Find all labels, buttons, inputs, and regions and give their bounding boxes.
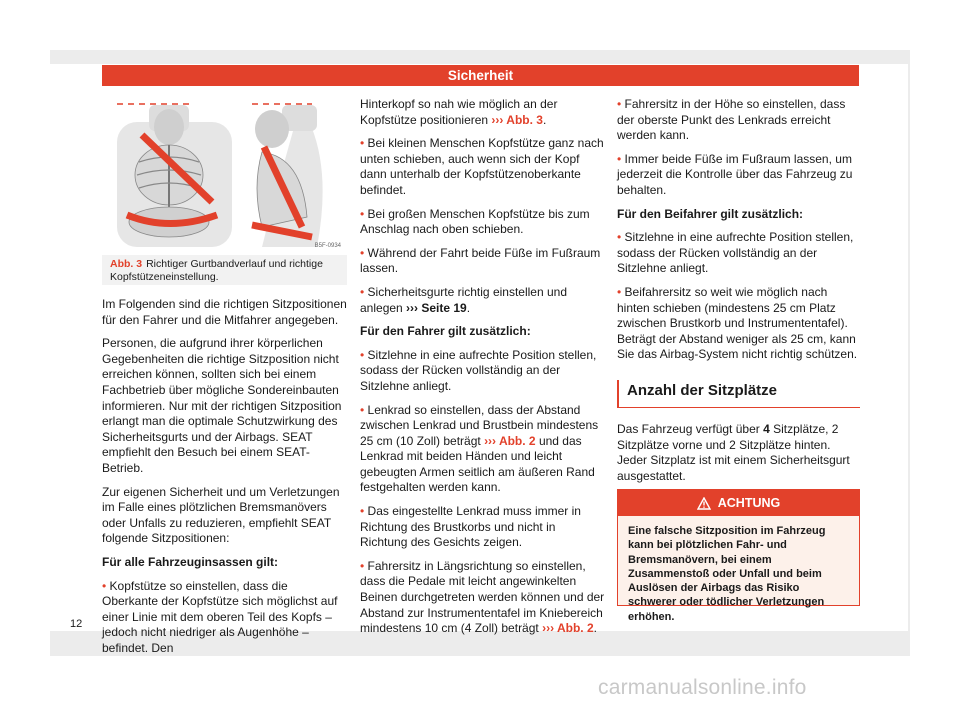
section-title: Anzahl der Sitzplätze [617, 380, 860, 408]
list-item: • Sicherheitsgurte richtig einstellen und anlegen ››› Seite 19. [360, 284, 567, 315]
list-item: • Während der Fahrt beide Füße im Fußraum lassen. [360, 245, 601, 276]
subheading: Für den Beifahrer gilt zusätzlich: [617, 206, 804, 221]
figure-code: B5F-0934 [314, 243, 341, 249]
figure-caption [110, 258, 342, 283]
list-item: • Beifahrersitz so weit wie möglich nach hinten schieben (mindestens 25 cm Platz zwischen Brustkorb und Instrumententafel). Beträgt der Abstand weniger als 25 cm, kann Sie das Airbag-System nicht richtig schützen. [617, 284, 858, 362]
page-link[interactable]: ››› Seite 19 [406, 300, 467, 315]
paragraph: Hinterkopf so nah wie möglich an der Kopfstütze positionieren ››› Abb. 3. [360, 97, 558, 127]
list-item: • Immer beide Füße im Fußraum lassen, um jederzeit die Kontrolle über das Fahrzeug zu behalten. [617, 151, 853, 197]
paragraph: Zur eigenen Sicherheit und um Verletzungen im Falle eines plötzlichen Bremsmanövers oder Unfalls zu reduzieren, empfiehlt SEAT folgende Sitzpositionen: [102, 484, 340, 546]
list-item: • Sitzlehne in eine aufrechte Position stellen, sodass der Rücken vollständig an der Sitzlehne anliegt. [360, 347, 597, 393]
warning-title: ACHTUNG [717, 496, 781, 510]
paragraph: Im Folgenden sind die richtigen Sitzpositionen für den Fahrer und die Mitfahrer angegeben. [102, 297, 347, 327]
warning-header [618, 490, 859, 516]
subheading: Für den Fahrer gilt zusätzlich: [360, 324, 531, 339]
seats-paragraph: Das Fahrzeug verfügt über 4 Sitzplätze, 2 Sitzplätze vorne und 2 Sitzplätze hinten. Jeder Sitzplatz ist mit einem Sicherheitsgurt ausgestattet. [617, 422, 850, 483]
paragraph: Personen, die aufgrund ihrer körperlichen Gegebenheiten die richtige Sitzposition nicht erreichen können, sollten sich bei einem Fachbetrieb über mögliche Sondereinbauten informieren. Nur mit der richtigen Sitzposition erlangt man die optimale Schutzwirkung des Sicherheitsgurts und der Airbags. SEAT empfiehlt den Besuch bei einem SEAT-Betrieb. [102, 336, 342, 475]
list-item: • Bei kleinen Menschen Kopfstütze ganz nach unten schieben, auch wenn sich der Kopf dann unterhalb der Kopfstützenoberkante befindet. [360, 136, 604, 197]
figure-link[interactable]: ››› Abb. 2 [484, 433, 536, 448]
warning-text: Eine falsche Sitzposition im Fahrzeug kann bei plötzlichen Fahr- und Bremsmanövern, bei einem Zusammenstoß oder Unfall und beim Auslösen der Airbags das Risiko schwerer oder tödlicher Verletzungen erhöhen. [628, 525, 826, 623]
warning-triangle-icon [697, 497, 711, 510]
column-3 [617, 97, 862, 371]
figure-caption-text: Richtiger Gurtbandverlauf und richtige Kopfstützeneinstellung. [110, 258, 323, 283]
list-item: • Bei großen Menschen Kopfstütze bis zum Anschlag nach oben schieben. [360, 206, 590, 237]
section-header: Sicherheit [102, 65, 859, 86]
list-item: • Das eingestellte Lenkrad muss immer in Richtung des Brustkorbs und nicht in Richtung des Gesichts zeigen. [360, 504, 581, 550]
warning-box [617, 489, 860, 623]
figure-abb-3 [102, 97, 347, 285]
list-item: • Lenkrad so einstellen, dass der Abstand zwischen Lenkrad und Brustbein mindestens 25 cm (10 Zoll) beträgt ››› Abb. 2 und das Lenkrad mit beiden Händen und leicht gebeugten Armen seitlich am äußeren Rand festgehalten werden kann. [360, 402, 599, 495]
watermark: carmanualsonline.info [598, 676, 807, 699]
column-2 [360, 97, 605, 645]
seatbelt-illustration [102, 97, 347, 255]
figure-link[interactable]: ››› Abb. 3 [491, 112, 543, 127]
figure-link[interactable]: ››› Abb. 2 [542, 621, 594, 636]
page-number: 12 [70, 618, 83, 630]
figure-label: Abb. 3 [110, 258, 143, 270]
list-item: • Kopfstütze so einstellen, dass die Oberkante der Kopfstütze sich möglichst auf einer Linie mit dem oberen Teil des Kopfs – jedoch nicht niedriger als Augenhöhe – befindet. Den [102, 578, 338, 655]
list-item: • Fahrersitz in Längsrichtung so einstellen, dass die Pedale mit leicht angewinkelten Beinen durchgetreten werden können und der Abstand zur Instrumententafel im Kniebereich mindestens 10 cm (4 Zoll) beträgt ››› Abb. 2. [360, 558, 605, 636]
column-1 [102, 297, 347, 664]
list-item: • Sitzlehne in eine aufrechte Position stellen, sodass der Rücken vollständig an der Sitzlehne anliegt. [617, 230, 854, 276]
subheading: Für alle Fahrzeuginsassen gilt: [102, 554, 279, 569]
list-item: • Fahrersitz in der Höhe so einstellen, dass der oberste Punkt des Lenkrads erreicht werden kann. [617, 97, 846, 143]
